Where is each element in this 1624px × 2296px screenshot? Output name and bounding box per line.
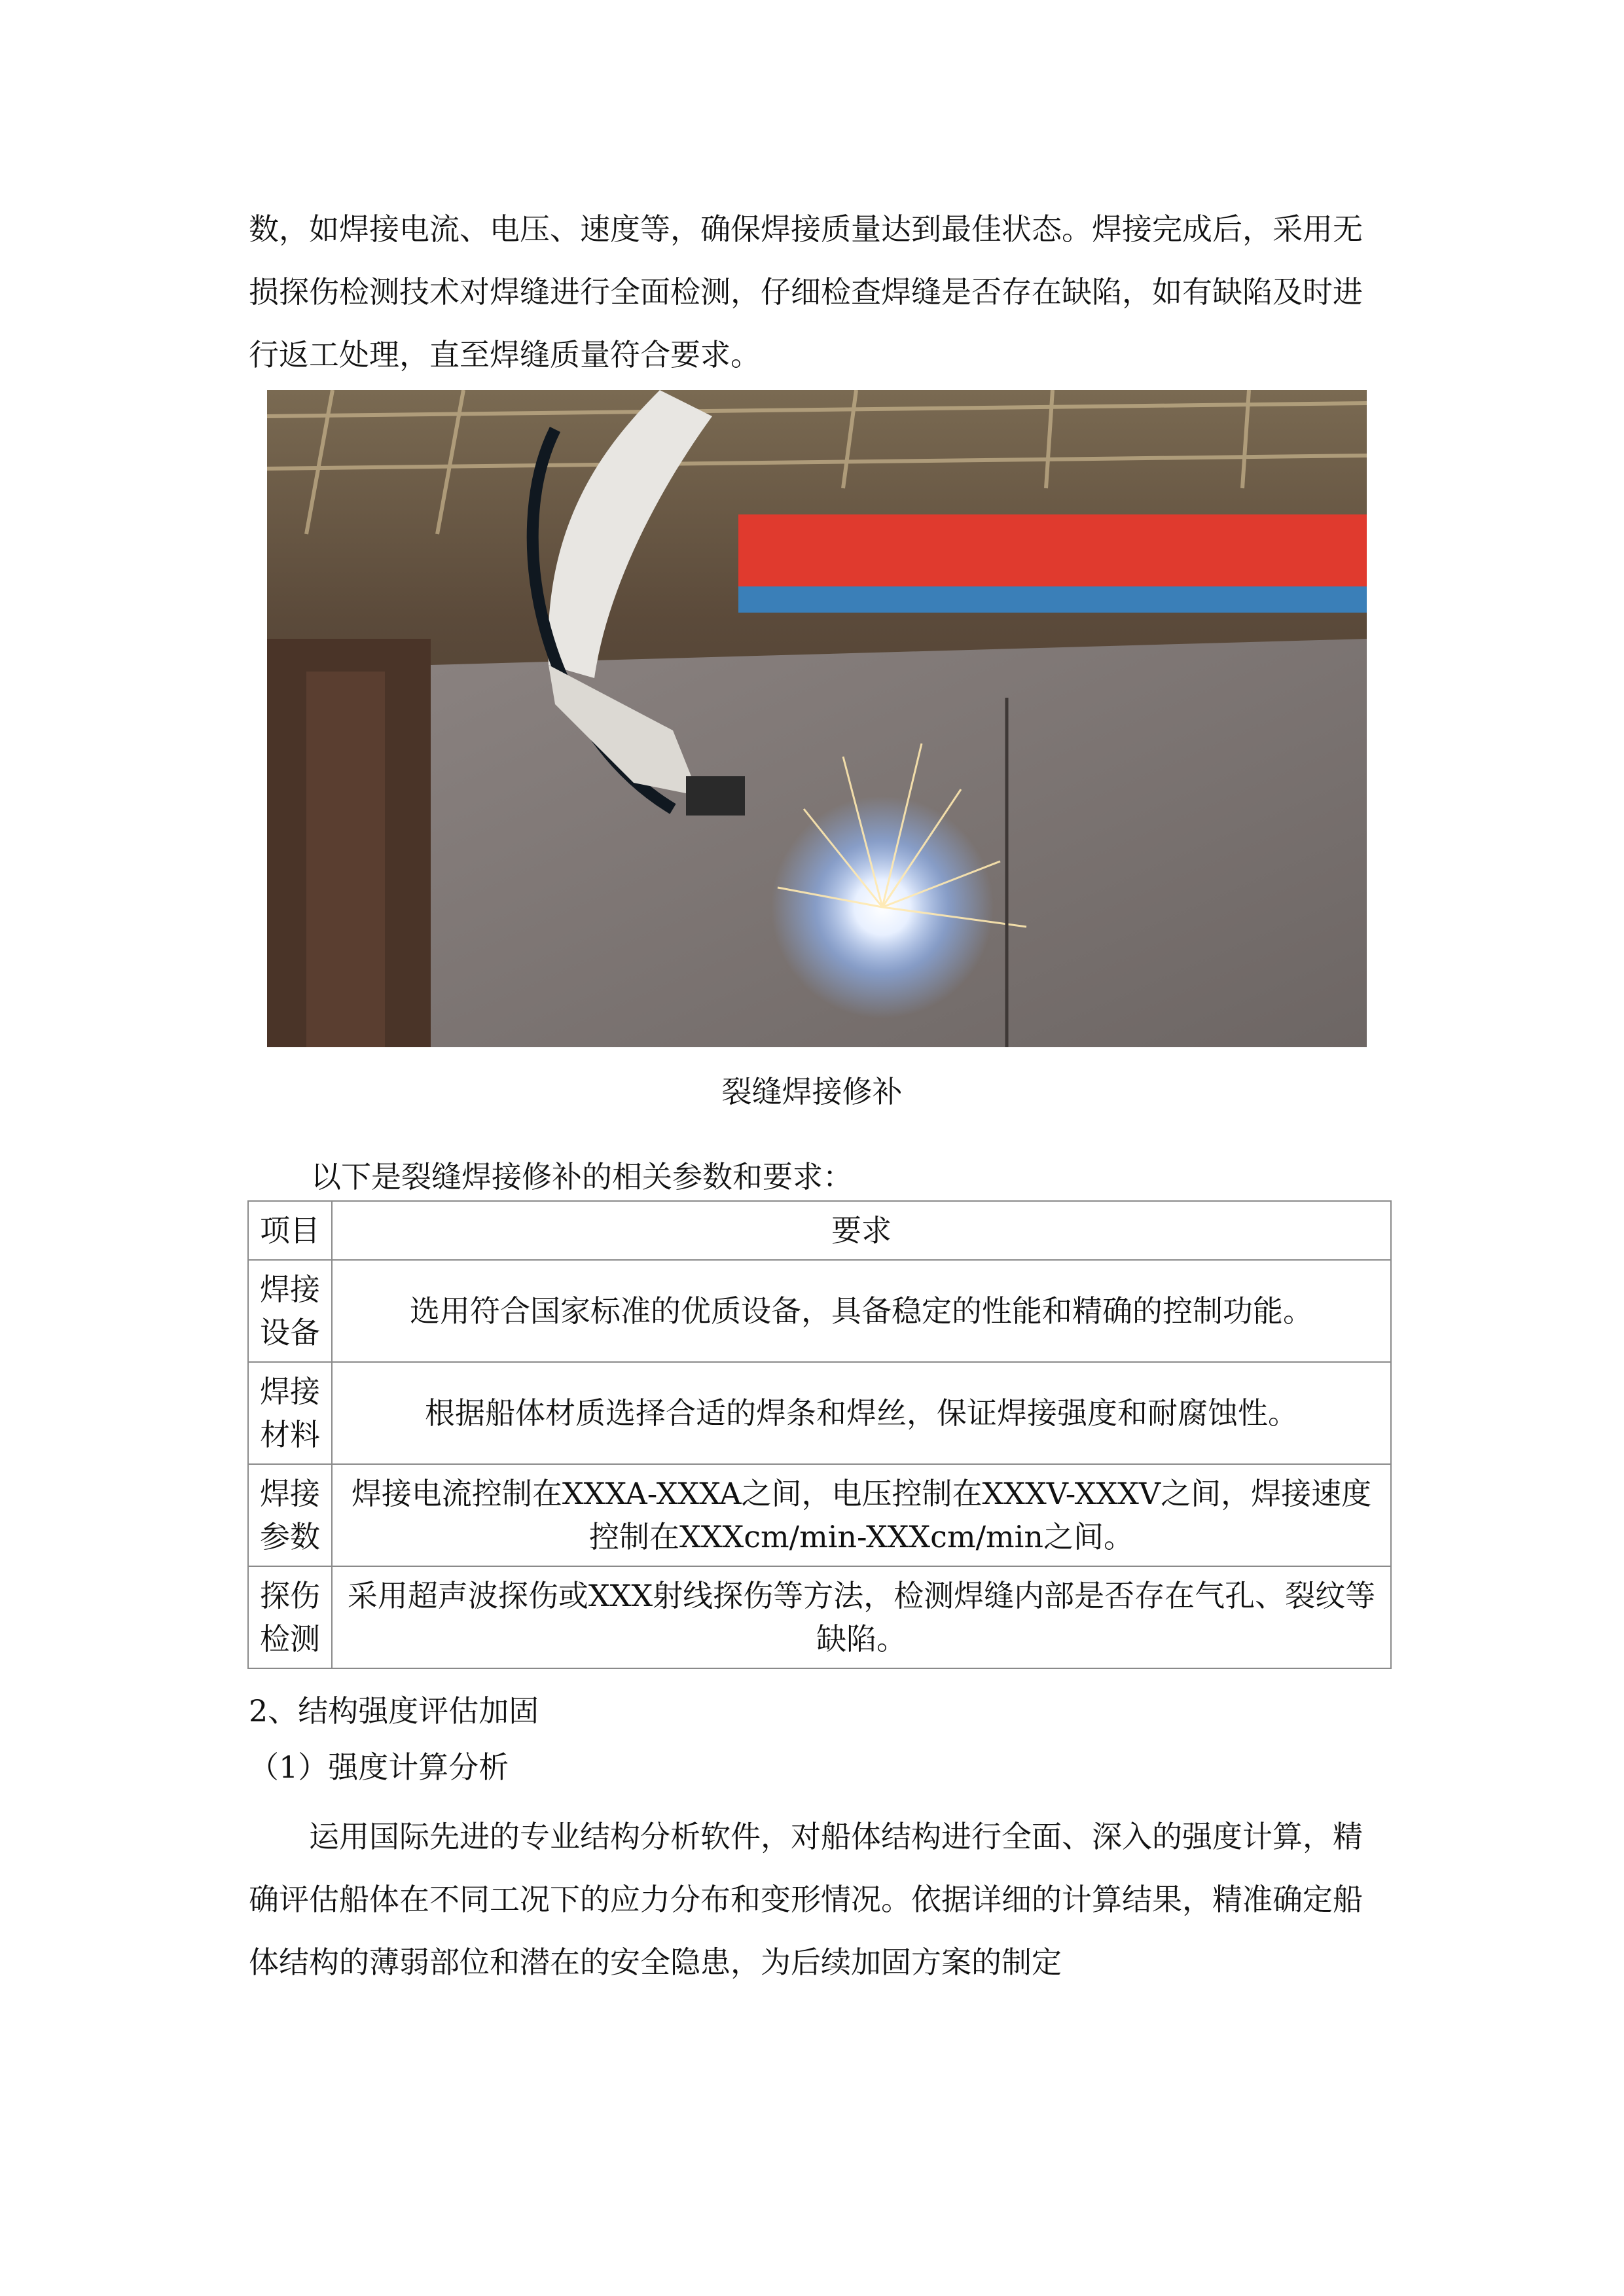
- row-item: 探伤检测: [248, 1566, 332, 1668]
- row-requirement: 根据船体材质选择合适的焊条和焊丝，保证焊接强度和耐腐蚀性。: [332, 1362, 1391, 1464]
- subsection-heading: （1）强度计算分析: [249, 1749, 509, 1785]
- paragraph-strength-analysis: 运用国际先进的专业结构分析软件，对船体结构进行全面、深入的强度计算，精确评估船体在不同工况下的应力分布和变形情况。依据详细的计算结果，精准确定船体结构的薄弱部位和潜在的安全隐患，为后续加固方案的制定: [249, 1819, 1363, 1980]
- header-item: 项目: [248, 1201, 332, 1260]
- table-intro: 以下是裂缝焊接修补的相关参数和要求：: [311, 1159, 853, 1194]
- figure-caption: 裂缝焊接修补: [721, 1074, 903, 1109]
- table-row: [248, 1464, 1391, 1566]
- welding-robot-photo: [267, 390, 1367, 1047]
- table-row: [248, 1566, 1391, 1668]
- paragraph-welding-inspection: 数，如焊接电流、电压、速度等，确保焊接质量达到最佳状态。焊接完成后，采用无损探伤检测技术对焊缝进行全面检测，仔细检查焊缝是否存在缺陷，如有缺陷及时进行返工处理，直至焊缝质量符合要求。: [249, 211, 1363, 372]
- row-item: 焊接设备: [248, 1260, 332, 1362]
- welding-scene-illustration: [267, 390, 1367, 1047]
- header-requirement: 要求: [332, 1201, 1391, 1260]
- row-requirement: 采用超声波探伤或XXX射线探伤等方法，检测焊缝内部是否存在气孔、裂纹等缺陷。: [332, 1566, 1391, 1668]
- section-heading: 2、结构强度评估加固: [249, 1693, 539, 1729]
- row-requirement: 选用符合国家标准的优质设备，具备稳定的性能和精确的控制功能。: [332, 1260, 1391, 1362]
- row-requirement: 焊接电流控制在XXXA-XXXA之间，电压控制在XXXV-XXXV之间，焊接速度控制在XXXcm/min-XXXcm/min之间。: [332, 1464, 1391, 1566]
- row-item: 焊接参数: [248, 1464, 332, 1566]
- table-row: [248, 1362, 1391, 1464]
- welding-requirements-table: [247, 1200, 1392, 1669]
- table-header-row: [248, 1201, 1391, 1260]
- table-row: [248, 1260, 1391, 1362]
- row-item: 焊接材料: [248, 1362, 332, 1464]
